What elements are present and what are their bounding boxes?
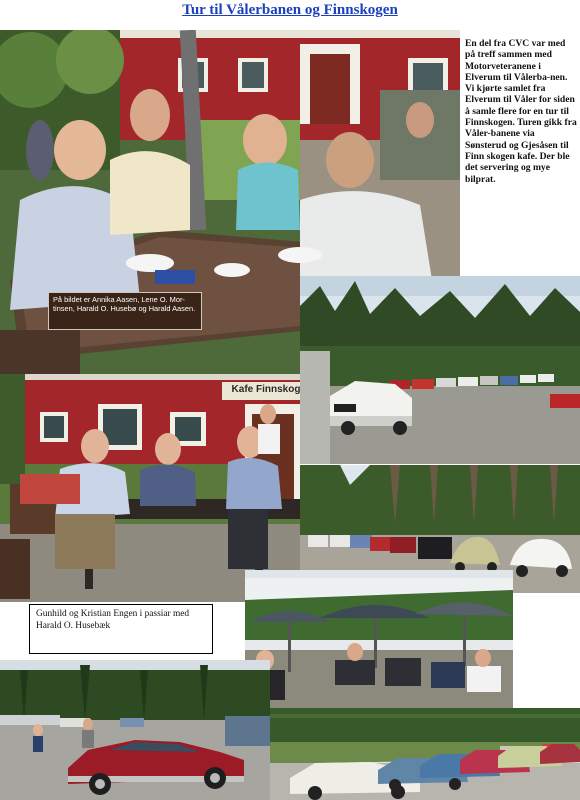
- photo-caption-lunch: På bildet er Annika Aasen, Lene O. Mor-tinsen, Harald O. Husebø og Harald Aasen.: [48, 292, 202, 330]
- photo-red-coupe: [0, 660, 270, 800]
- intro-paragraph-1: En del fra CVC var med på treff sammen med Motorveteranene i Elverum til Vålerba-nen.: [465, 38, 568, 83]
- cafe-sign: Kafe Finnskog: [231, 384, 300, 395]
- photo-p1800-line: [270, 708, 580, 800]
- intro-paragraph-2: Vi kjørte samlet fra Elverum til Våler for siden å samle flere for en tur til Finnskogen. Turen gikk fra Våler-banene via Sønsterud og Gjesåsen til Finn skogen kafe. Der ble det servering og mye bilprat.: [465, 83, 577, 185]
- intro-text: [465, 38, 577, 185]
- photo-umbrella-tables: [245, 570, 513, 708]
- page-title: Tur til Vålerbanen og Finnskogen: [182, 2, 398, 18]
- photo-cars-row: [300, 276, 580, 464]
- photo-caption-cafe: Gunhild og Kristian Engen i passiar med Harald O. Husebæk: [29, 604, 213, 654]
- photo-cafe-finnskog: [0, 374, 300, 602]
